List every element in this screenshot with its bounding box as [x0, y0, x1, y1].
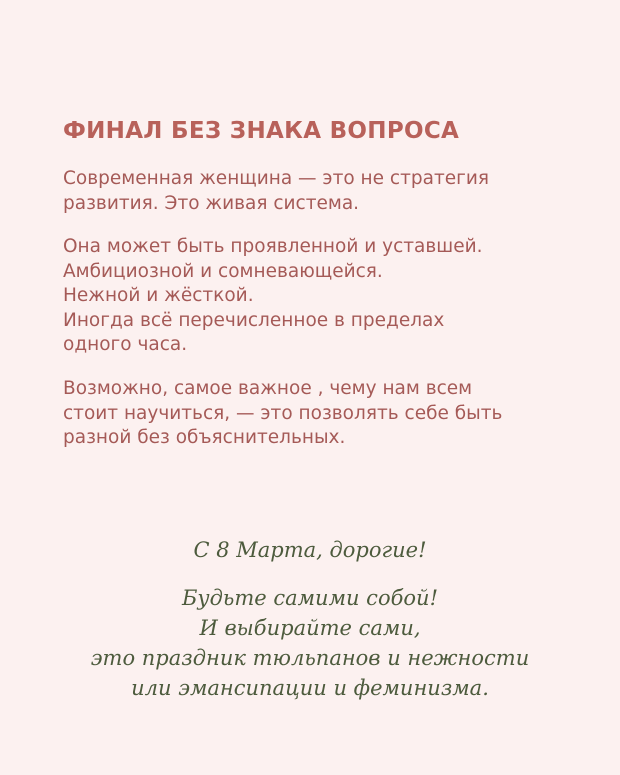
greeting-line: Будьте самими собой! — [181, 586, 439, 610]
greeting-line: это праздник тюльпанов и нежности — [90, 646, 530, 670]
paragraph-line: Амбициозной и сомневающейся. — [63, 260, 383, 282]
paragraph-line: одного часа. — [63, 334, 188, 355]
paragraph-line: Возможно, самое важное , чему нам всем — [63, 378, 473, 399]
paragraph-line: Нежной и жёсткой. — [63, 285, 254, 306]
paragraph-line: Иногда всё перечисленное в пределах — [63, 309, 445, 331]
paragraph-traits — [63, 235, 583, 358]
paragraph-line: разной без объяснительных. — [63, 427, 346, 448]
paragraph-conclusion — [63, 377, 583, 451]
paragraph-line: стоит научиться, — это позволять себе быть — [63, 402, 503, 424]
greeting-line: И выбирайте сами, — [199, 616, 421, 640]
greeting-message — [0, 583, 620, 703]
greeting-title: С 8 Марта, дорогие! — [193, 538, 427, 562]
paragraph-line: развития. Это живая система. — [63, 192, 360, 214]
page-title: ФИНАЛ БЕЗ ЗНАКА ВОПРОСА — [63, 118, 460, 144]
paragraph-line: Современная женщина — это не стратегия — [63, 168, 489, 189]
paragraph-line: Она может быть проявленной и уставшей. — [63, 236, 483, 257]
greeting-line: или эмансипации и феминизма. — [131, 676, 489, 700]
paragraph-intro — [63, 167, 583, 216]
